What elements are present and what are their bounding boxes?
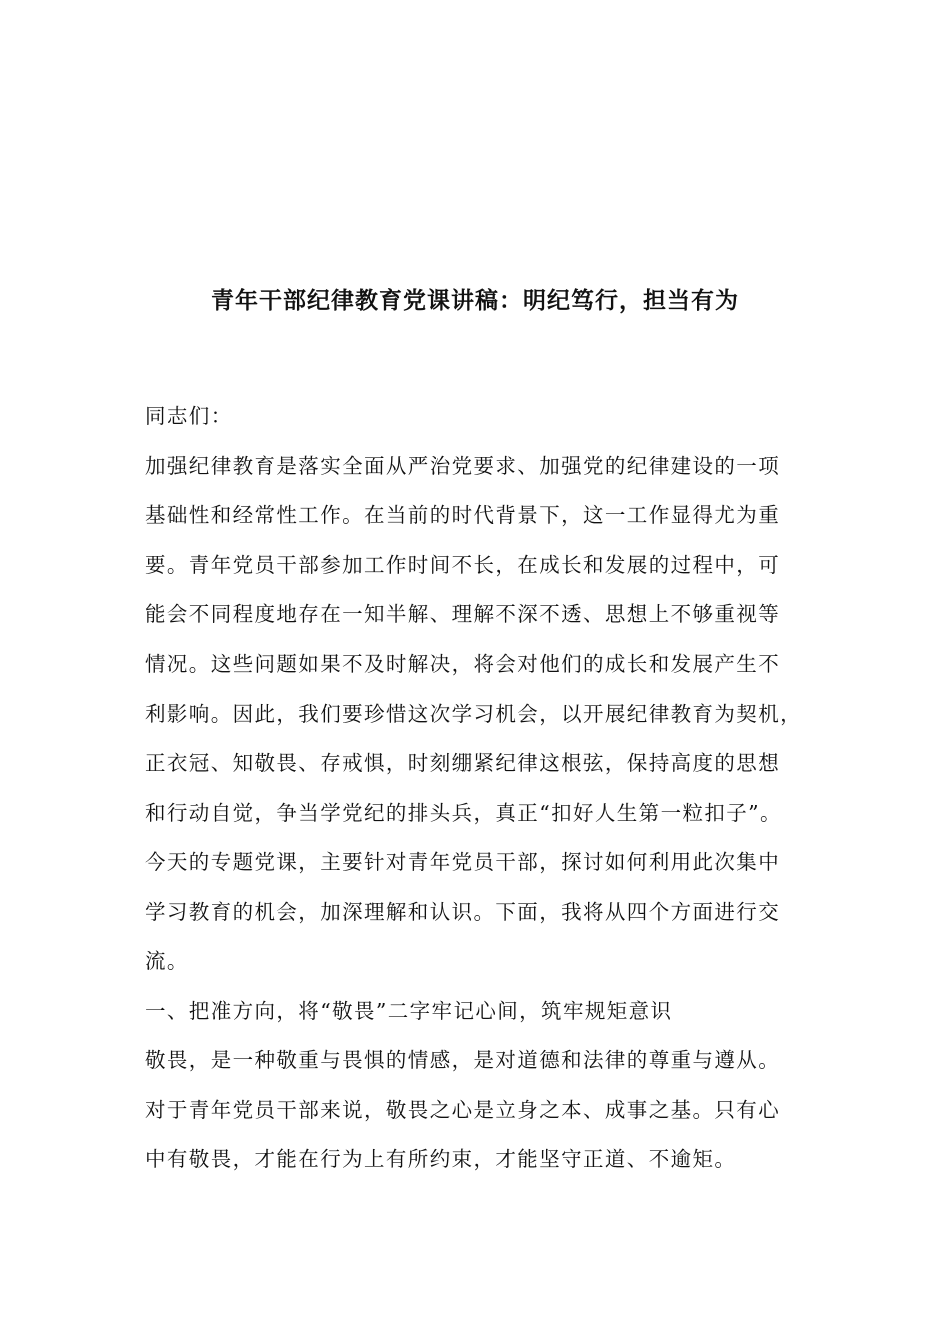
body-line: 情况。这些问题如果不及时解决，将会对他们的成长和发展产生不: [145, 652, 781, 676]
body-line: 能会不同程度地存在一知半解、理解不深不透、思想上不够重视等: [145, 602, 781, 626]
body-line: 敬畏，是一种敬重与畏惧的情感，是对道德和法律的尊重与遵从。: [145, 1048, 781, 1072]
salutation-line: 同志们：: [145, 404, 233, 428]
section-heading: 一、把准方向，将“敬畏”二字牢记心间，筑牢规矩意识: [145, 999, 673, 1023]
body-line: 中有敬畏，才能在行为上有所约束，才能坚守正道、不逾矩。: [145, 1147, 737, 1171]
body-line: 学习教育的机会，加深理解和认识。下面，我将从四个方面进行交: [145, 900, 781, 924]
body-line: 对于青年党员干部来说，敬畏之心是立身之本、成事之基。只有心: [145, 1098, 781, 1122]
body-line: 流。: [145, 949, 189, 973]
body-line: 正衣冠、知敬畏、存戒惧，时刻绷紧纪律这根弦，保持高度的思想: [145, 751, 781, 775]
body-line: 基础性和经常性工作。在当前的时代背景下，这一工作显得尤为重: [145, 503, 781, 527]
body-line: 利影响。因此，我们要珍惜这次学习机会，以开展纪律教育为契机，: [145, 702, 802, 726]
body-line: 加强纪律教育是落实全面从严治党要求、加强党的纪律建设的一项: [145, 454, 781, 478]
body-line: 要。青年党员干部参加工作时间不长，在成长和发展的过程中，可: [145, 553, 781, 577]
body-line: 今天的专题党课，主要针对青年党员干部，探讨如何利用此次集中: [145, 850, 781, 874]
document-title: 青年干部纪律教育党课讲稿：明纪笃行，担当有为: [211, 287, 739, 314]
body-line: 和行动自觉，争当学党纪的排头兵，真正“扣好人生第一粒扣子”。: [145, 801, 782, 825]
